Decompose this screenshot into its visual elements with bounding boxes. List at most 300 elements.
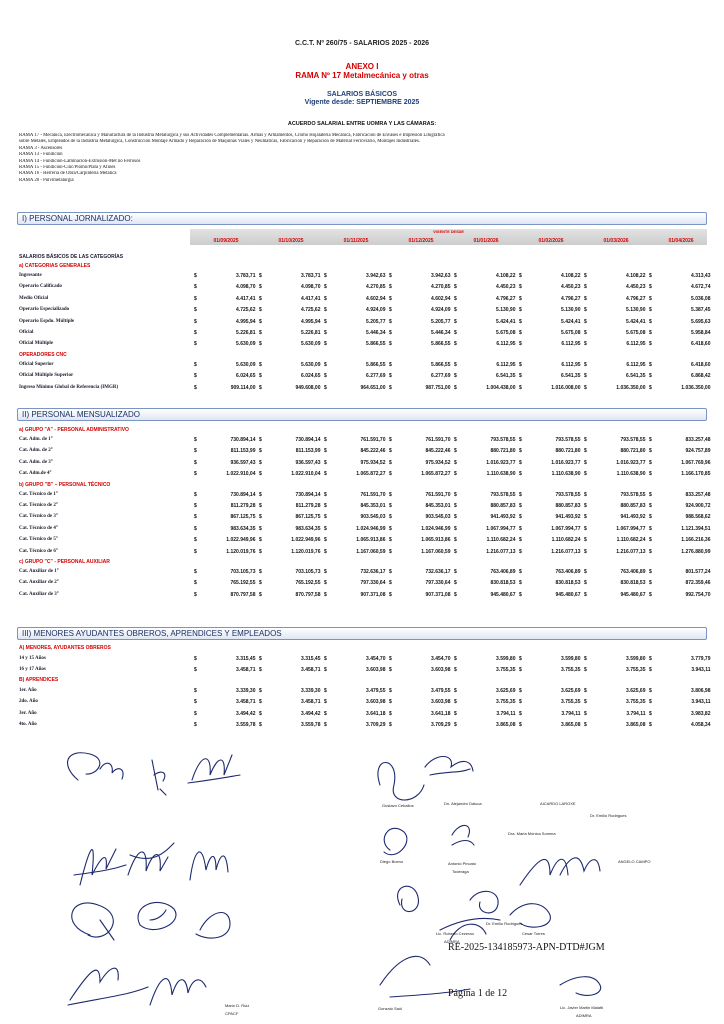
row-label: Oficial Superior <box>19 361 54 367</box>
salary-value: 1.167.060,59 <box>421 548 451 555</box>
row-label: Cat. Técnico de 1° <box>19 491 58 497</box>
currency-symbol: $ <box>584 514 587 521</box>
table-row <box>19 384 709 393</box>
salary-value: 3.943,11 <box>691 666 711 673</box>
currency-symbol: $ <box>454 687 457 694</box>
salary-value: 3.315,45 <box>236 655 256 662</box>
salary-value: 6.418,60 <box>691 341 711 348</box>
currency-symbol: $ <box>259 307 262 314</box>
row-label: 2do. Año <box>19 699 38 705</box>
salary-value: 793.578,55 <box>490 491 516 498</box>
salary-value: 1.067.994,77 <box>616 525 646 532</box>
currency-symbol: $ <box>324 537 327 544</box>
salary-value: 5.675,08 <box>496 330 516 336</box>
salary-value: 4.098,70 <box>236 284 256 291</box>
salary-value: 4.450,23 <box>496 284 516 291</box>
row-label: Operario Espdo. Múltiple <box>19 318 75 324</box>
currency-symbol: $ <box>584 666 587 673</box>
currency-symbol: $ <box>324 710 327 717</box>
salary-value: 1.065.872,27 <box>421 471 451 478</box>
currency-symbol: $ <box>454 437 457 443</box>
salarios-title: SALARIOS BÁSICOS <box>326 91 397 98</box>
currency-symbol: $ <box>584 284 587 291</box>
salary-value: 6.112,95 <box>496 361 516 368</box>
currency-symbol: $ <box>649 273 652 279</box>
currency-symbol: $ <box>259 666 262 673</box>
currency-symbol: $ <box>584 459 587 466</box>
currency-symbol: $ <box>389 710 392 717</box>
currency-symbol: $ <box>519 710 522 717</box>
currency-symbol: $ <box>519 471 522 478</box>
salary-value: 3.479,55 <box>431 687 451 694</box>
salary-value: 4.725,62 <box>301 307 321 314</box>
table-row <box>19 655 709 664</box>
salary-value: 5.866,55 <box>431 341 451 348</box>
salary-value: 6.541,35 <box>496 373 516 380</box>
currency-symbol: $ <box>649 384 652 391</box>
table-row <box>19 687 709 696</box>
salary-value: 3.709,29 <box>366 722 386 728</box>
currency-symbol: $ <box>519 580 522 587</box>
signature <box>398 886 419 911</box>
salary-value: 1.110.638,90 <box>616 471 646 478</box>
currency-symbol: $ <box>519 514 522 521</box>
currency-symbol: $ <box>649 580 652 587</box>
currency-symbol: $ <box>324 591 327 598</box>
salary-value: 3.454,70 <box>366 655 386 662</box>
salary-value: 872.359,46 <box>685 580 711 587</box>
currency-symbol: $ <box>519 437 522 443</box>
table-row <box>19 361 709 370</box>
currency-symbol: $ <box>584 491 587 498</box>
currency-symbol: $ <box>194 591 197 598</box>
salary-value: 3.458,71 <box>301 666 321 673</box>
salary-value: 3.625,69 <box>626 687 646 694</box>
currency-symbol: $ <box>454 591 457 598</box>
salary-value: 1.016.923,77 <box>551 459 581 466</box>
salary-value: 1.121.394,51 <box>681 525 711 532</box>
salary-value: 936.597,43 <box>295 459 321 466</box>
group-title: A) MENORES, AYUDANTES OBREROS <box>19 645 111 651</box>
signature <box>128 843 174 875</box>
currency-symbol: $ <box>194 666 197 673</box>
currency-symbol: $ <box>389 722 392 728</box>
salary-value: 1.067.994,77 <box>486 525 516 532</box>
currency-symbol: $ <box>324 295 327 302</box>
salary-value: 3.865,08 <box>626 722 646 728</box>
row-label: Oficial Múltiple Superior <box>19 373 74 379</box>
section-header-jornalizado: I) PERSONAL JORNALIZADO: <box>17 212 707 225</box>
table-row <box>19 436 709 445</box>
salary-value: 4.672,74 <box>691 284 711 291</box>
currency-symbol: $ <box>649 341 652 348</box>
currency-symbol: $ <box>324 722 327 728</box>
salary-value: 730.894,14 <box>295 437 321 443</box>
currency-symbol: $ <box>194 503 197 509</box>
table-row <box>19 372 709 381</box>
signature <box>196 913 230 939</box>
currency-symbol: $ <box>454 514 457 521</box>
salary-value: 765.192,55 <box>230 580 256 587</box>
signature <box>152 760 166 795</box>
currency-symbol: $ <box>259 525 262 532</box>
currency-symbol: $ <box>454 666 457 673</box>
currency-symbol: $ <box>194 569 197 575</box>
currency-symbol: $ <box>649 318 652 325</box>
salary-value: 867.125,75 <box>230 514 256 521</box>
currency-symbol: $ <box>454 699 457 706</box>
currency-symbol: $ <box>519 361 522 368</box>
currency-symbol: $ <box>194 341 197 348</box>
currency-symbol: $ <box>454 722 457 728</box>
salary-value: 732.636,17 <box>360 569 386 575</box>
document-id: RE-2025-134185973-APN-DTD#JGM <box>448 942 605 953</box>
currency-symbol: $ <box>454 471 457 478</box>
rama-line: RAMA 20 - Pulvimetalurgia <box>19 177 74 183</box>
salary-value: 730.894,14 <box>230 437 256 443</box>
currency-symbol: $ <box>519 699 522 706</box>
salary-value: 909.114,00 <box>230 384 256 391</box>
currency-symbol: $ <box>519 307 522 314</box>
currency-symbol: $ <box>649 361 652 368</box>
currency-symbol: $ <box>649 722 652 728</box>
salary-value: 3.641,18 <box>366 710 386 717</box>
currency-symbol: $ <box>519 687 522 694</box>
date-column-header: 01/03/2026 <box>603 238 629 244</box>
salary-value: 3.559,78 <box>236 722 256 728</box>
salary-value: 4.098,70 <box>301 284 321 291</box>
currency-symbol: $ <box>649 307 652 314</box>
group-title: b) GRUPO "B" – PERSONAL TÉCNICO <box>19 481 111 488</box>
currency-symbol: $ <box>259 655 262 662</box>
currency-symbol: $ <box>519 284 522 291</box>
currency-symbol: $ <box>194 471 197 478</box>
salary-value: 3.783,71 <box>236 273 256 279</box>
currency-symbol: $ <box>584 548 587 555</box>
currency-symbol: $ <box>389 514 392 521</box>
currency-symbol: $ <box>324 525 327 532</box>
salary-value: 983.634,35 <box>295 525 321 532</box>
currency-symbol: $ <box>389 699 392 706</box>
currency-symbol: $ <box>584 722 587 728</box>
currency-symbol: $ <box>454 361 457 368</box>
salary-value: 880.721,80 <box>555 448 581 455</box>
salary-value: 949.608,00 <box>295 384 321 391</box>
signature <box>378 763 424 801</box>
row-label: Cat. Auxiliar de 3° <box>19 591 59 597</box>
currency-symbol: $ <box>389 548 392 555</box>
signatory-name: Gustavo Ceballos <box>382 803 414 808</box>
currency-symbol: $ <box>389 503 392 509</box>
currency-symbol: $ <box>519 666 522 673</box>
row-label: Cat. Adm.de 4° <box>19 471 52 477</box>
signatory-name: Dra. Maria Mónica Somma <box>508 831 556 836</box>
salary-value: 761.591,70 <box>425 437 451 443</box>
currency-symbol: $ <box>259 330 262 336</box>
currency-symbol: $ <box>194 655 197 662</box>
salary-value: 3.454,70 <box>431 655 451 662</box>
date-column-header: 01/10/2025 <box>278 238 304 244</box>
currency-symbol: $ <box>324 284 327 291</box>
currency-symbol: $ <box>519 548 522 555</box>
currency-symbol: $ <box>194 459 197 466</box>
salary-value: 1.167.060,59 <box>356 548 386 555</box>
currency-symbol: $ <box>584 341 587 348</box>
row-label: Cat. Adm. de 3° <box>19 459 53 465</box>
salary-value: 880.857,83 <box>620 503 646 509</box>
salary-value: 5.630,09 <box>236 361 256 368</box>
salary-value: 3.794,11 <box>496 710 516 717</box>
salary-value: 4.602,94 <box>366 295 386 302</box>
currency-symbol: $ <box>389 384 392 391</box>
salary-value: 6.868,42 <box>691 373 711 380</box>
table-row <box>19 698 709 707</box>
salary-value: 730.894,14 <box>230 491 256 498</box>
table-row <box>19 579 709 588</box>
salary-value: 3.339,30 <box>301 687 321 694</box>
salary-value: 6.112,95 <box>561 361 581 368</box>
ramas-list <box>19 133 709 184</box>
salary-value: 975.934,52 <box>425 459 451 466</box>
currency-symbol: $ <box>519 341 522 348</box>
salary-value: 763.406,89 <box>620 569 646 575</box>
group-title: a) CATEGORIAS GENERALES <box>19 263 91 269</box>
currency-symbol: $ <box>259 514 262 521</box>
currency-symbol: $ <box>649 537 652 544</box>
row-label: Cat. Técnico de 3° <box>19 514 58 520</box>
signature <box>150 979 206 1005</box>
salary-value: 1.216.077,13 <box>486 548 516 555</box>
currency-symbol: $ <box>649 330 652 336</box>
signatures-area <box>0 745 724 1024</box>
currency-symbol: $ <box>519 491 522 498</box>
salary-value: 3.603,98 <box>366 666 386 673</box>
salary-value: 1.065.872,27 <box>356 471 386 478</box>
currency-symbol: $ <box>584 384 587 391</box>
currency-symbol: $ <box>454 384 457 391</box>
currency-symbol: $ <box>389 273 392 279</box>
currency-symbol: $ <box>194 580 197 587</box>
salary-value: 4.924,09 <box>366 307 386 314</box>
currency-symbol: $ <box>519 591 522 598</box>
salary-value: 941.493,92 <box>620 514 646 521</box>
salary-value: 5.958,84 <box>691 330 711 336</box>
currency-symbol: $ <box>519 569 522 575</box>
currency-symbol: $ <box>454 580 457 587</box>
subtitle-categorias: SALARIOS BÁSICOS DE LAS CATEGORÍAS <box>19 254 124 260</box>
table-row <box>19 447 709 456</box>
currency-symbol: $ <box>389 537 392 544</box>
currency-symbol: $ <box>259 384 262 391</box>
rama-line: RAMA 17 - Mecánica, Electromecánica y Manufactura de la Industria Metalúrgica y sus Actividades Complementarias. Armas y Armamentos, Cromo Hojalatería Mecánica, Fabricación de Envases e Impresión Litográfica <box>19 133 445 138</box>
salary-value: 6.112,95 <box>561 341 581 348</box>
signatory-name: ADIMRA <box>444 939 460 944</box>
date-column-header: 01/12/2025 <box>408 238 434 244</box>
salary-value: 1.166.170,85 <box>681 471 711 478</box>
currency-symbol: $ <box>454 569 457 575</box>
currency-symbol: $ <box>649 591 652 598</box>
signature <box>138 902 176 929</box>
salary-value: 4.450,23 <box>561 284 581 291</box>
group-title: OPERADORES CNC <box>19 351 67 358</box>
salary-value: 3.755,35 <box>626 699 646 706</box>
salary-value: 5.866,55 <box>366 361 386 368</box>
salary-value: 1.016.008,00 <box>551 384 581 391</box>
salary-value: 3.983,82 <box>691 710 711 717</box>
currency-symbol: $ <box>649 503 652 509</box>
salary-value: 845.353,01 <box>425 503 451 509</box>
currency-symbol: $ <box>389 491 392 498</box>
currency-symbol: $ <box>454 548 457 555</box>
salary-value: 907.371,08 <box>425 591 451 598</box>
salary-value: 4.796,27 <box>561 295 581 302</box>
currency-symbol: $ <box>324 503 327 509</box>
date-column-header: 01/02/2026 <box>538 238 564 244</box>
currency-symbol: $ <box>649 295 652 302</box>
salary-value: 3.794,11 <box>561 710 581 717</box>
salary-value: 4.796,27 <box>626 295 646 302</box>
salary-value: 5.446,34 <box>431 330 451 336</box>
currency-symbol: $ <box>259 699 262 706</box>
acuerdo-title: ACUERDO SALARIAL ENTRE UOMRA Y LAS CÁMARAS: <box>287 121 437 127</box>
salary-value: 941.493,92 <box>490 514 516 521</box>
date-column-header: 01/09/2025 <box>213 238 239 244</box>
currency-symbol: $ <box>194 373 197 380</box>
salary-value: 811.279,28 <box>230 503 256 509</box>
currency-symbol: $ <box>324 655 327 662</box>
salary-value: 3.942,63 <box>431 273 451 279</box>
salary-value: 5.866,55 <box>431 361 451 368</box>
currency-symbol: $ <box>389 525 392 532</box>
signature <box>560 977 601 996</box>
rama-line: RAMA 13 - Fundición <box>19 152 63 158</box>
currency-symbol: $ <box>194 284 197 291</box>
signature <box>188 755 240 783</box>
currency-symbol: $ <box>324 514 327 521</box>
salary-value: 945.480,67 <box>620 591 646 598</box>
convenio-title: C.C.T. Nº 260/75 - SALARIOS 2025 - 2026 <box>294 40 430 47</box>
salary-value: 3.783,71 <box>301 273 321 279</box>
salary-value: 5.424,41 <box>496 318 516 325</box>
salary-value: 3.755,35 <box>561 699 581 706</box>
currency-symbol: $ <box>584 687 587 694</box>
table-row <box>19 525 709 534</box>
salary-value: 5.424,41 <box>626 318 646 325</box>
signatory-name: Lic. Roberto Cezerao <box>436 931 474 936</box>
salary-value: 833.257,48 <box>685 491 711 498</box>
currency-symbol: $ <box>584 373 587 380</box>
signature <box>425 757 473 776</box>
currency-symbol: $ <box>584 437 587 443</box>
salary-value: 870.797,58 <box>295 591 321 598</box>
row-label: Operario Especializado <box>19 307 70 313</box>
salary-value: 811.279,28 <box>295 503 321 509</box>
table-row <box>19 591 709 600</box>
currency-symbol: $ <box>259 448 262 455</box>
currency-symbol: $ <box>389 318 392 325</box>
salary-value: 983.634,35 <box>230 525 256 532</box>
currency-symbol: $ <box>454 448 457 455</box>
salary-value: 3.603,98 <box>366 699 386 706</box>
table-row <box>19 329 709 338</box>
currency-symbol: $ <box>454 525 457 532</box>
salary-value: 4.108,22 <box>626 273 646 279</box>
salary-value: 5.130,90 <box>496 307 516 314</box>
section-header-menores: III) MENORES AYUDANTES OBREROS, APRENDICES Y EMPLEADOS <box>17 627 707 640</box>
row-label: Ingresante <box>19 273 42 278</box>
currency-symbol: $ <box>649 710 652 717</box>
signature <box>384 828 407 854</box>
salary-value: 6.418,60 <box>691 361 711 368</box>
salary-value: 988.568,62 <box>685 514 711 521</box>
currency-symbol: $ <box>259 471 262 478</box>
rama-line: sobre Metales, Empleados de la Industria Metalúrgica, Construcción Montaje Armado y Reparación de Maquinas Viales y Neumáticas, Fabricación y Reparación de Material Ferroviario, Montajes Industriales. <box>19 139 420 145</box>
currency-symbol: $ <box>259 710 262 717</box>
currency-symbol: $ <box>649 655 652 662</box>
salary-value: 3.779,79 <box>691 655 711 662</box>
rama-line: RAMA 14 - Fundición-Laminación-Extrusión-Met no Ferrosos <box>19 158 141 164</box>
currency-symbol: $ <box>259 491 262 498</box>
currency-symbol: $ <box>584 699 587 706</box>
currency-symbol: $ <box>584 710 587 717</box>
salary-value: 3.641,18 <box>431 710 451 717</box>
salary-value: 1.016.923,77 <box>486 459 516 466</box>
currency-symbol: $ <box>519 537 522 544</box>
currency-symbol: $ <box>454 491 457 498</box>
salary-value: 730.894,14 <box>295 491 321 498</box>
table-row <box>19 295 709 304</box>
currency-symbol: $ <box>259 580 262 587</box>
currency-symbol: $ <box>519 722 522 728</box>
currency-symbol: $ <box>324 373 327 380</box>
salary-value: 3.755,35 <box>496 699 516 706</box>
row-label: Cat. Adm. de 2° <box>19 448 53 454</box>
signatory-name: ADIMRA <box>576 1013 592 1018</box>
salary-value: 1.110.638,90 <box>486 471 516 478</box>
salary-value: 3.339,30 <box>236 687 256 694</box>
currency-symbol: $ <box>519 448 522 455</box>
salary-value: 4.313,43 <box>691 273 711 279</box>
currency-symbol: $ <box>194 384 197 391</box>
salary-value: 765.192,55 <box>295 580 321 587</box>
currency-symbol: $ <box>194 437 197 443</box>
currency-symbol: $ <box>389 448 392 455</box>
salary-value: 3.755,35 <box>626 666 646 673</box>
salary-value: 4.602,94 <box>431 295 451 302</box>
salary-value: 3.755,35 <box>496 666 516 673</box>
salary-value: 1.036.350,00 <box>681 384 711 391</box>
currency-symbol: $ <box>389 284 392 291</box>
currency-symbol: $ <box>324 699 327 706</box>
row-label: Oficial <box>19 330 34 335</box>
salary-value: 5.130,90 <box>561 307 581 314</box>
table-row <box>19 502 709 511</box>
salary-value: 880.721,80 <box>490 448 516 455</box>
signature <box>72 903 114 940</box>
currency-symbol: $ <box>194 699 197 706</box>
currency-symbol: $ <box>454 341 457 348</box>
salary-value: 5.226,81 <box>236 330 256 336</box>
salary-value: 1.276.880,99 <box>681 548 711 555</box>
salary-value: 4.417,41 <box>236 295 256 302</box>
currency-symbol: $ <box>454 655 457 662</box>
salary-value: 1.022.910,04 <box>291 471 321 478</box>
salary-value: 1.067.994,77 <box>551 525 581 532</box>
salary-value: 975.934,52 <box>360 459 386 466</box>
rama-line: RAMA 15 - Fundición-Cinc/Plomo/Plata y Afines <box>19 165 116 171</box>
currency-symbol: $ <box>259 722 262 728</box>
page-number: Página 1 de 12 <box>448 988 508 999</box>
